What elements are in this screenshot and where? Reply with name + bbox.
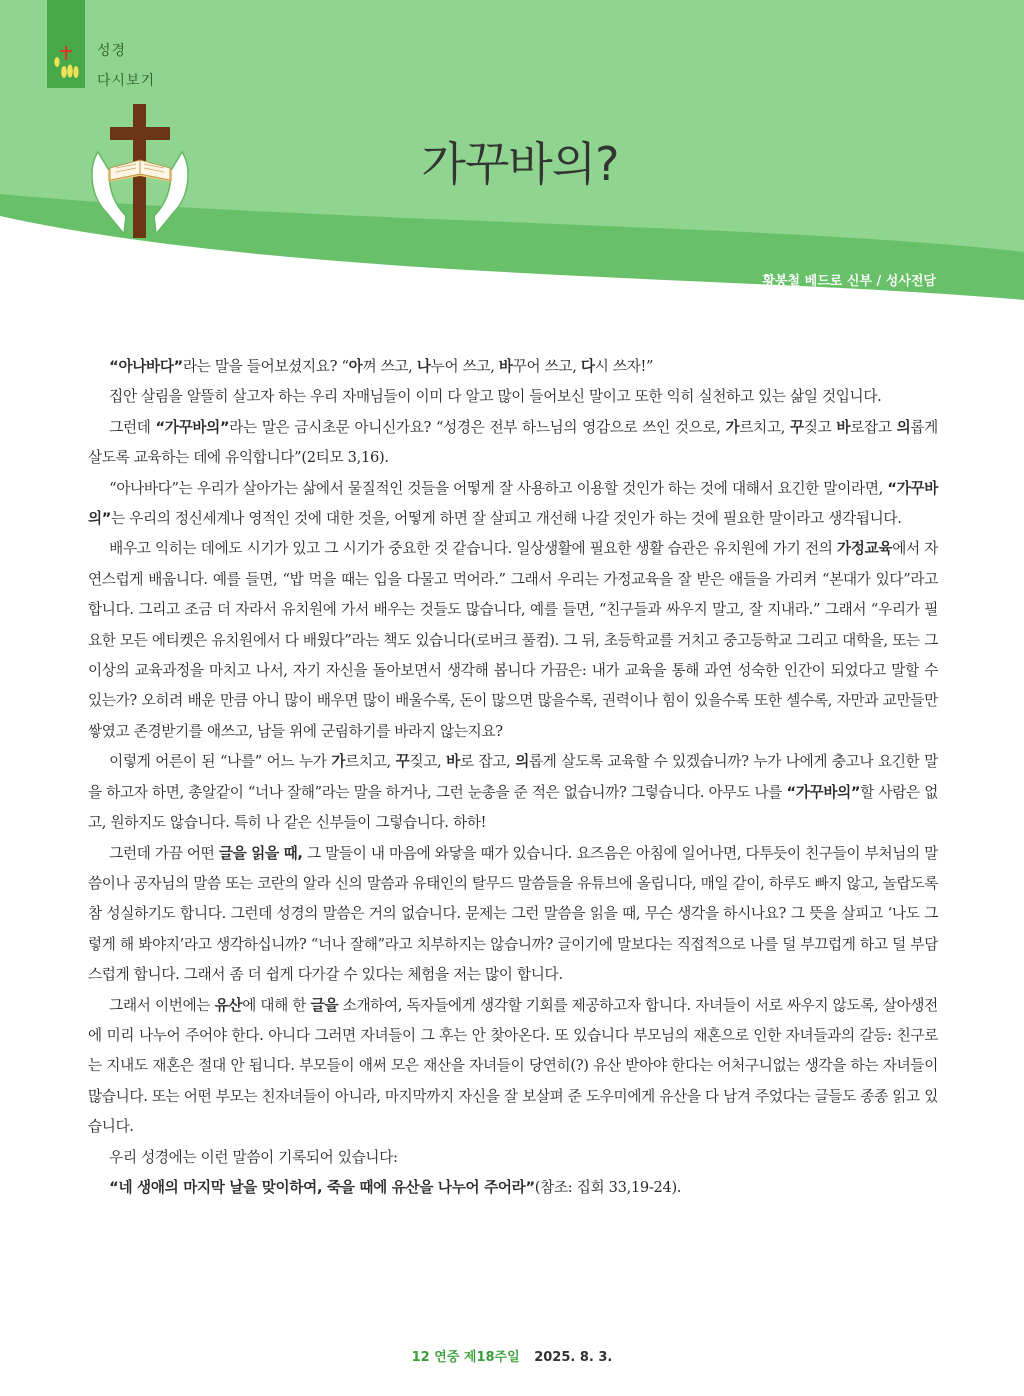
body-text: 우리 성경에는 이런 말씀이 기록되어 있습니다: <box>109 1148 398 1166</box>
page-title: 가꾸바의? <box>421 137 619 191</box>
body-text: 롭게 살도록 교육하는 데에 유익합니다”(2티모 3,16). <box>88 418 938 467</box>
body-text: 에 대해 한 <box>242 996 311 1014</box>
emphasis-text: 글을 <box>310 996 339 1014</box>
footer-issue: 12 연중 제18주일 <box>411 1350 520 1365</box>
article-paragraph <box>88 991 938 1143</box>
emphasis-text: 의 <box>515 753 529 771</box>
body-text: 는 우리의 정신세계나 영적인 것에 대한 것을, 어떻게 하면 잘 살피고 개선해 나갈 것인가 하는 것에 필요한 말이라고 생각됩니다. <box>111 510 902 528</box>
cross-bible-hands-icon <box>84 104 196 242</box>
body-text: (참조: 집회 33,19-24). <box>534 1178 682 1196</box>
body-text: 르치고, <box>345 753 396 771</box>
emphasis-text: “가꾸바의” <box>88 479 938 528</box>
body-text: 시 쓰자!” <box>594 358 654 375</box>
emphasis-text: 꾸 <box>395 753 410 771</box>
article-paragraph <box>88 534 938 747</box>
emphasis-text: 다 <box>580 358 595 375</box>
body-text: 그런데 가끔 어떤 <box>109 844 219 862</box>
body-text: “아나바다”는 우리가 살아가는 삶에서 물질적인 것들을 어떻게 잘 사용하고 이용할 것인가 하는 것에 대해서 요긴한 말이라면, <box>109 479 888 497</box>
body-text: 배우고 익히는 데에도 시기가 있고 그 시기가 중요한 것 같습니다. 일상생활에 필요한 생활 습관은 유치원에 가기 전의 <box>109 540 837 558</box>
body-text: 꾸어 쓰고, <box>512 358 581 375</box>
body-text: 라는 말은 금시초문 아니신가요? “성경은 전부 하느님의 영감으로 쓰인 것으로, <box>229 418 726 436</box>
section-label-bottom: 다시보기 <box>97 73 156 89</box>
article-paragraph <box>88 352 938 382</box>
emphasis-text: 의 <box>896 418 911 436</box>
body-text: 로 잡고, <box>459 753 516 771</box>
emphasis-text: 가 <box>331 753 346 771</box>
body-text: 라는 말을 들어보셨지요? “ <box>182 358 349 375</box>
emphasis-text: “가꾸바의” <box>786 783 861 801</box>
article-paragraph <box>88 382 938 412</box>
article-paragraph <box>88 839 938 991</box>
article-paragraph <box>88 747 938 838</box>
emphasis-text: “가꾸바의” <box>155 418 230 436</box>
body-text: 집안 살림을 알뜰히 살고자 하는 우리 자매님들이 이미 다 알고 많이 들어보신 말이고 또한 익히 실천하고 있는 삶일 것입니다. <box>109 388 882 406</box>
author-byline: 황봉철 베드로 신부 / 성사전담 <box>762 274 936 289</box>
emphasis-text: 꾸 <box>790 418 804 436</box>
emphasis-text: 글을 읽을 때, <box>218 844 303 862</box>
emphasis-text: 유산 <box>214 996 243 1014</box>
body-text: 로잡고 <box>850 418 897 436</box>
emphasis-text: “아나바다” <box>109 358 183 375</box>
footer-date: 2025. 8. 3. <box>534 1350 613 1365</box>
article-paragraph <box>88 1173 938 1203</box>
emphasis-text: 바 <box>446 753 460 771</box>
article-paragraph <box>88 474 938 535</box>
body-text: 에서 자연스럽게 배웁니다. 예를 들면, “밥 먹을 때는 입을 다물고 먹어라.” 그래서 우리는 가정교육을 잘 받은 애들을 가리켜 “본대가 있다”라고 합니다. 그리고 조금 더 자라서 유치원에 가서 배우는 것들도 많습니다, 예를 들면, “친구들과 싸우지 말고, 잘 지내라.” 그래서 “우리가 필요한 모든 에티켓은 유치원에서 다 배웠다”라는 책도 있습니다(로버크 풀컴). 그 뒤, 초등학교를 거치고 중고등학교 그리고 대학을, 또는 그 이상의 교육과정을 마치고 나서, 자기 자신을 돌아보면서 생각해 봅니다 가끔은: 내가 교육을 통해 과연 성숙한 인간이 되었다고 말할 수 있는가? 오히려 배운 만큼 아니 많이 배우면 많이 배울수록, 돈이 많으면 많을수록, 권력이나 힘이 있을수록 또한 셀수록, 자만과 교만들만 쌓였고 존경받기를 애쓰고, 남들 위에 군림하기를 바라지 않는지요? <box>88 540 939 740</box>
body-text: 껴 쓰고, <box>362 358 417 375</box>
sprout-cross-icon <box>49 46 83 82</box>
article-body <box>88 352 938 1203</box>
emphasis-text: 바 <box>836 418 851 436</box>
emphasis-text: 아 <box>348 358 363 375</box>
body-text: 할 사람은 없고, 원하지도 않습니다. 특히 나 같은 신부들이 그렇습니다. 하하! <box>88 783 938 832</box>
body-text: 짖고 <box>803 418 837 436</box>
body-text: 소개하여, 독자들에게 생각할 기회를 제공하고자 합니다. 자녀들이 서로 싸우지 않도록, 살아생전에 미리 나누어 주어야 한다. 아니다 그러면 자녀들이 그 후는 안 찾아온다. 또 있습니다 부모님의 재혼으로 인한 자녀들과의 갈등: 친구로는 지내도 재혼은 절대 안 됩니다. 부모들이 애써 모은 재산을 자녀들이 당연히(?) 유산 받아야 한다는 어처구니없는 생각을 하는 자녀들이 많습니다. 또는 어떤 부모는 친자녀들이 아니라, 마지막까지 자신을 잘 보살펴 준 도우미에게 유산을 다 남겨 주었다는 글들도 종종 읽고 있습니다. <box>88 996 938 1136</box>
emphasis-text: 바 <box>498 358 513 375</box>
emphasis-text: 가정교육 <box>837 540 893 558</box>
body-text: 그런데 <box>109 418 156 436</box>
body-text: 누어 쓰고, <box>430 358 499 375</box>
section-label-top: 성경 <box>97 43 127 59</box>
footer <box>0 1346 1024 1365</box>
article-paragraph <box>88 1143 938 1173</box>
body-text: 짖고, <box>409 753 447 771</box>
body-text: 롭게 살도록 교육할 수 있겠습니까? 누가 나에게 충고나 요긴한 말을 하고자 하면, 총알같이 “너나 잘해”라는 말을 하거나, 그런 눈총을 준 적은 없습니까? 그렇습니다. 아무도 나를 <box>88 753 938 801</box>
emphasis-text: 가 <box>725 418 740 436</box>
emphasis-text: “네 생애의 마지막 날을 맞이하여, 죽을 때에 유산을 나누어 주어라” <box>109 1178 535 1196</box>
body-text: 그 말들이 내 마음에 와닿을 때가 있습니다. 요즈음은 아침에 일어나면, 다투듯이 친구들이 부처님의 말씀이나 공자님의 말씀 또는 코란의 알라 신의 말씀과 유태인의 탈무드 말씀들을 유튜브에 올립니다, 매일 같이, 하루도 빠지 않고, 놀랍도록 참 성실하기도 합니다. 그런데 성경의 말씀은 거의 없습니다. 문제는 그런 말씀을 읽을 때, 무슨 생각을 하시나요? 그 뜻을 살피고 ‘나도 그렇게 해 봐야지’라고 생각하십니까? “너나 잘해”라고 치부하지는 않습니까? 글이기에 말보다는 직접적으로 나를 덜 부끄럽게 하고 덜 부담스럽게 합니다. 그래서 좀 더 쉽게 다가갈 수 있다는 체험을 저는 많이 합니다. <box>88 844 938 984</box>
body-text: 르치고, <box>739 418 791 436</box>
body-text: 그래서 이번에는 <box>109 996 215 1014</box>
emphasis-text: 나 <box>416 358 431 375</box>
section-tag <box>47 0 85 88</box>
article-paragraph <box>88 413 938 474</box>
body-text: 이렇게 어른이 된 “나를” 어느 누가 <box>109 753 332 771</box>
